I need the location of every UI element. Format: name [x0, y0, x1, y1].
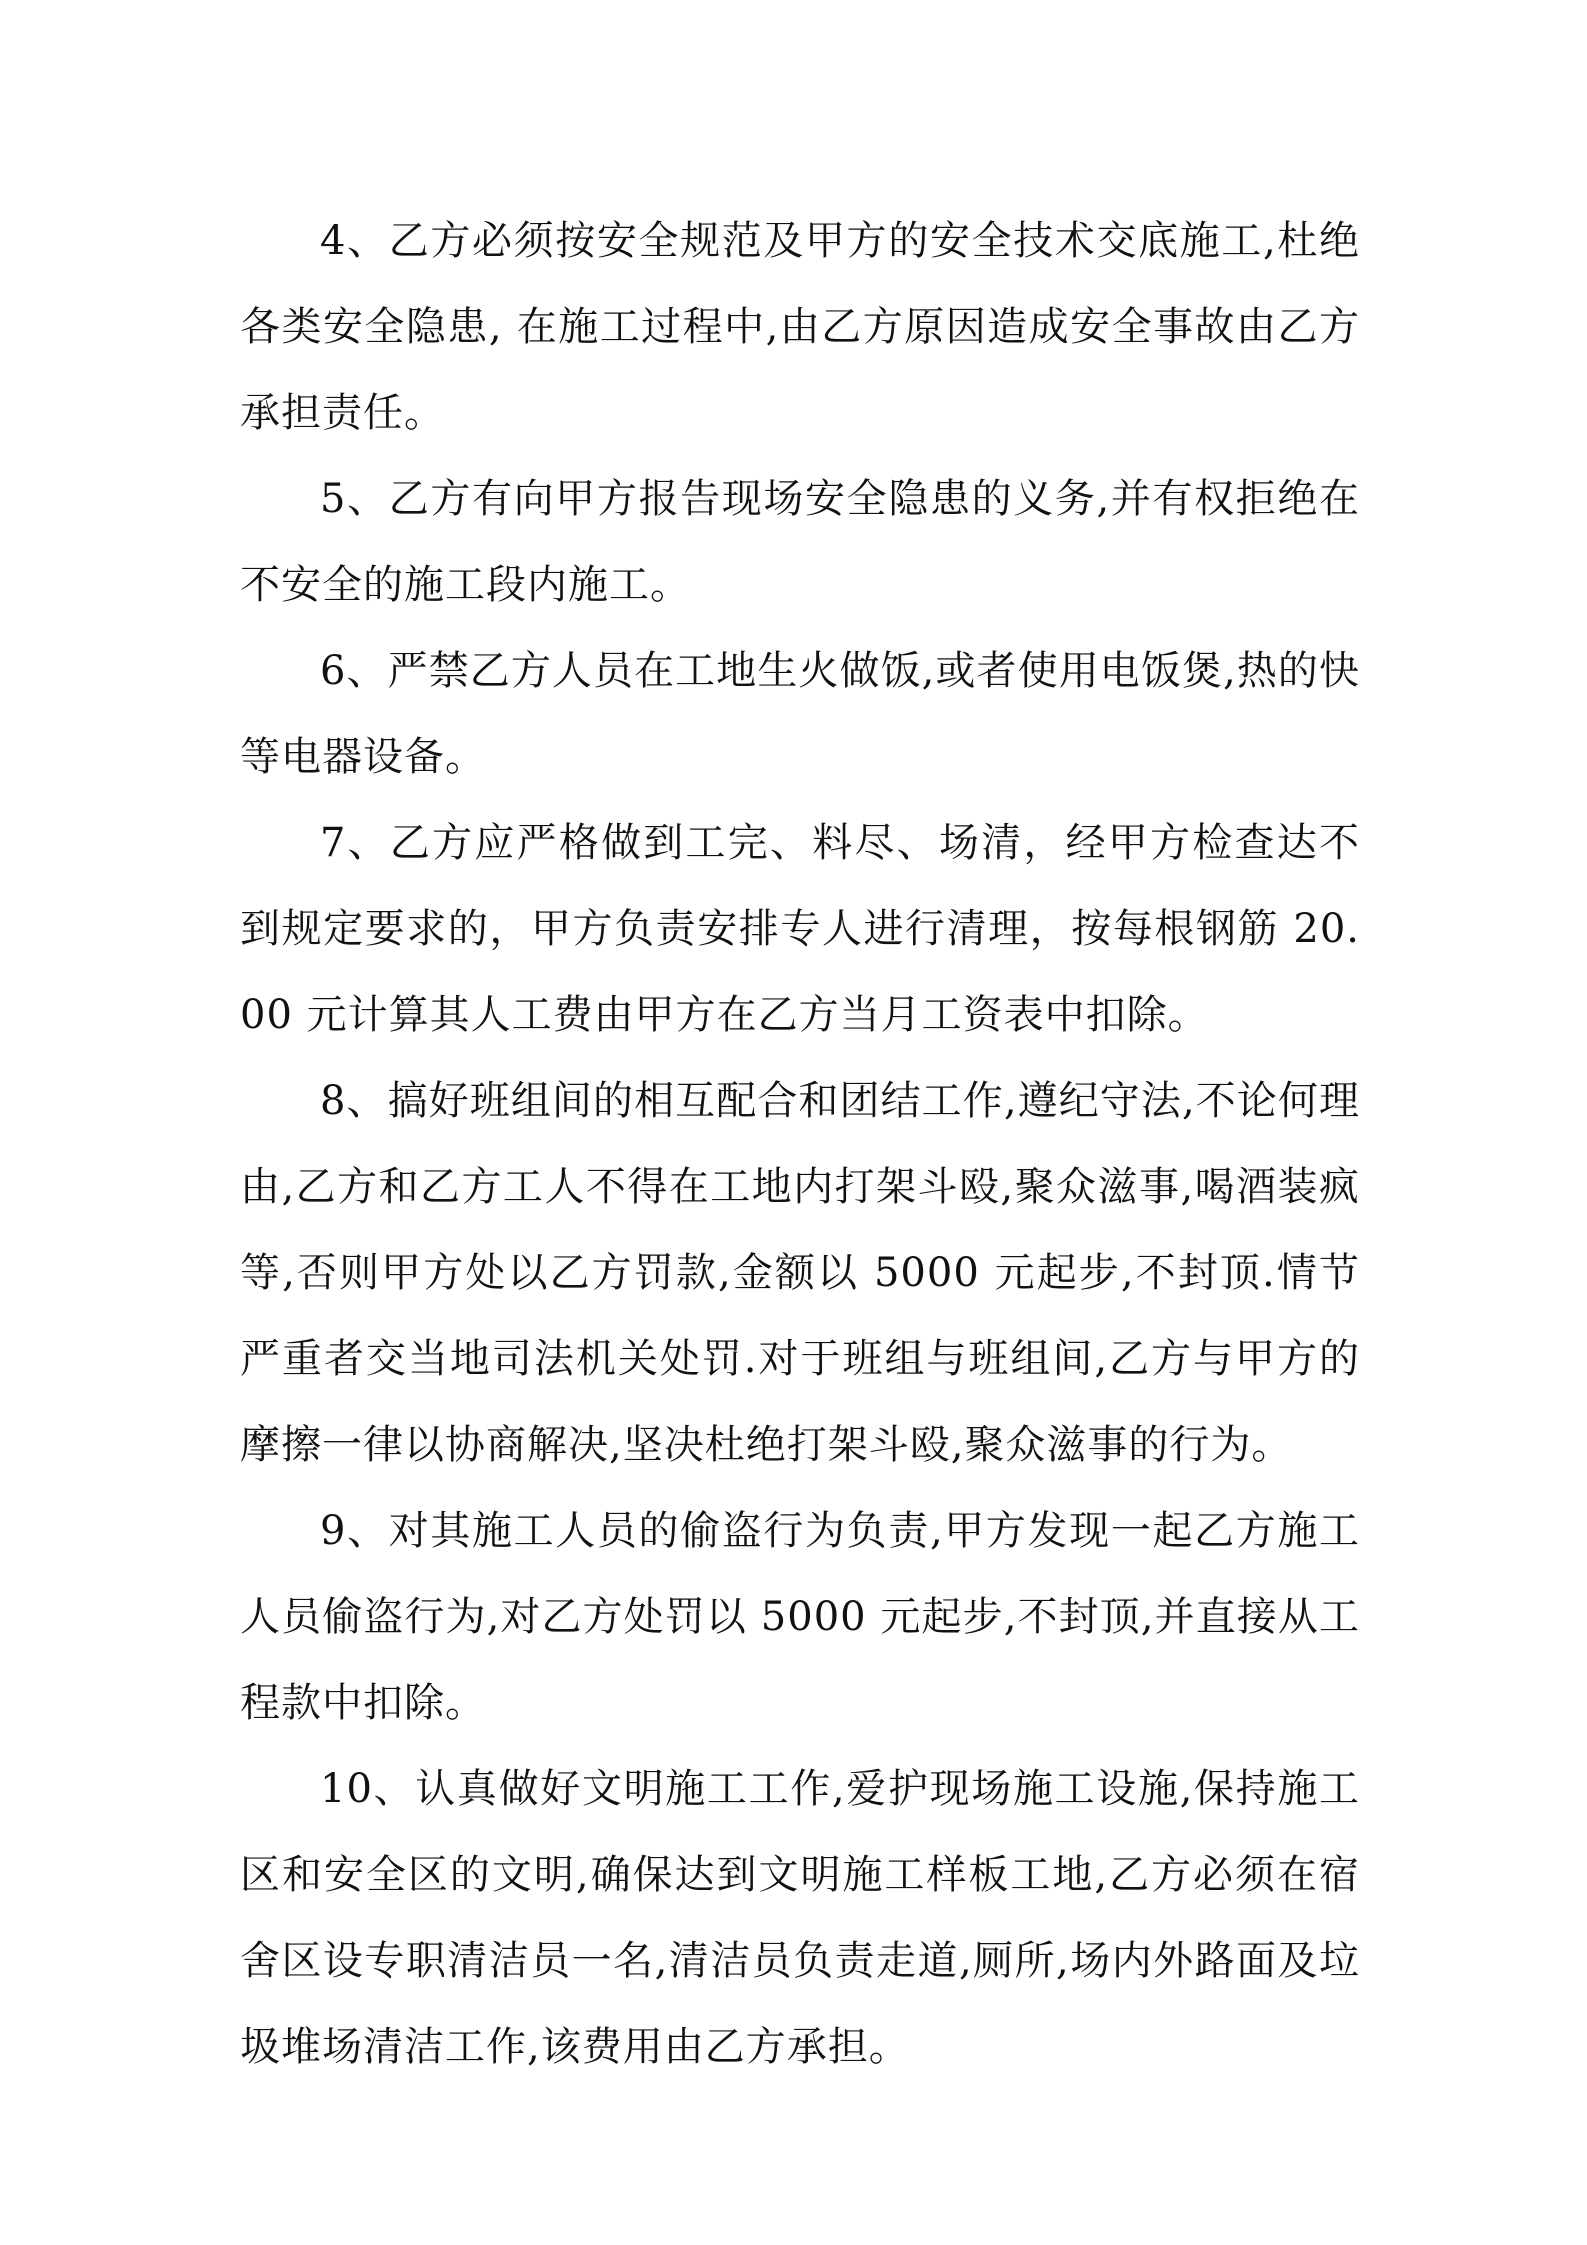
document-body [240, 198, 1360, 2090]
clause-5: 5、乙方有向甲方报告现场安全隐患的义务,并有权拒绝在不安全的施工段内施工。 [240, 476, 1360, 608]
clause-9: 9、对其施工人员的偷盗行为负责,甲方发现一起乙方施工人员偷盗行为,对乙方处罚以 5000 元起步,不封顶,并直接从工程款中扣除。 [240, 1508, 1360, 1726]
clause-10: 10、认真做好文明施工工作,爱护现场施工设施,保持施工区和安全区的文明,确保达到文明施工样板工地,乙方必须在宿舍区设专职清洁员一名,清洁员负责走道,厕所,场内外路面及垃圾堆场清洁工作,该费用由乙方承担。 [240, 1766, 1360, 2070]
clause-6: 6、严禁乙方人员在工地生火做饭,或者使用电饭煲,热的快等电器设备。 [240, 648, 1360, 780]
clause-7: 7、乙方应严格做到工完、料尽、场清，经甲方检查达不到规定要求的，甲方负责安排专人进行清理，按每根钢筋 20.00 元计算其人工费由甲方在乙方当月工资表中扣除。 [240, 820, 1360, 1038]
clause-8: 8、搞好班组间的相互配合和团结工作,遵纪守法,不论何理由,乙方和乙方工人不得在工地内打架斗殴,聚众滋事,喝酒装疯等,否则甲方处以乙方罚款,金额以 5000 元起步,不封顶.情节严重者交当地司法机关处罚.对于班组与班组间,乙方与甲方的摩擦一律以协商解决,坚决杜绝打架斗殴,聚众滋事的行为。 [240, 1078, 1360, 1468]
clause-4: 4、乙方必须按安全规范及甲方的安全技术交底施工,杜绝各类安全隐患, 在施工过程中,由乙方原因造成安全事故由乙方承担责任。 [240, 218, 1360, 436]
